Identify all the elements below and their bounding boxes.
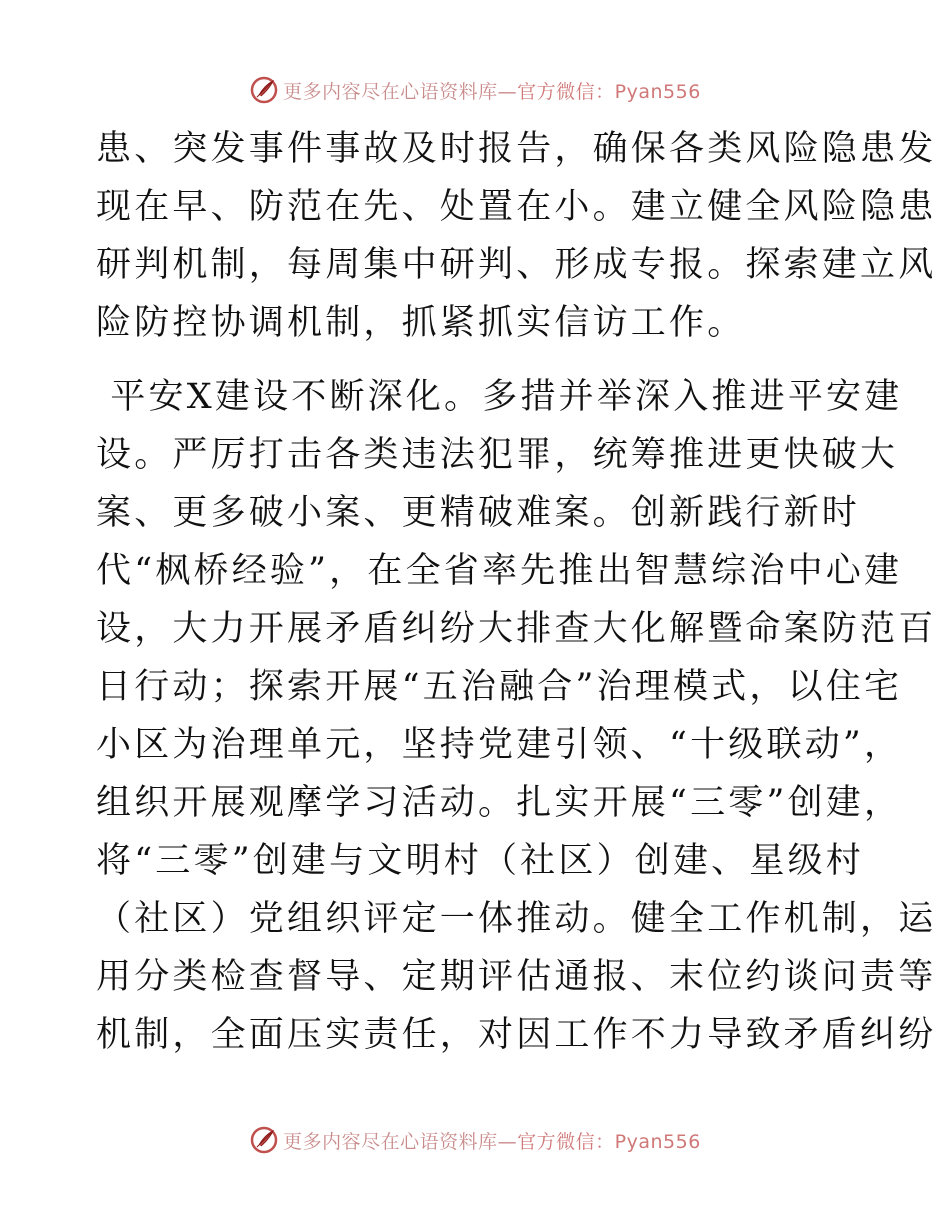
watermark-account: 官方微信：Pyan556 [517,1130,701,1153]
text-line: 设，大力开展矛盾纠纷大排查大化解暨命案防范百 [96,609,937,649]
text-line: 将“三零”创建与文明村（社区）创建、星级村 [96,841,864,881]
watermark-brand: 更多内容尽在心语资料库 [283,80,498,103]
paragraph-2 [96,368,937,1064]
text-line: 日行动；探索开展“五治融合”治理模式，以住宅 [96,667,903,707]
text-line: 险防控协调机制，抓紧抓实信访工作。 [96,303,746,343]
text-line: 用分类检查督导、定期评估通报、末位约谈问责等 [96,957,937,997]
text-line: 现在早、防范在先、处置在小。建立健全风险隐患 [96,187,937,227]
text-line: 平安X建设不断深化。多措并举深入推进平安建 [96,377,903,417]
watermark-account: 官方微信：Pyan556 [517,80,701,103]
watermark-dash: — [497,80,518,103]
text-line: 组织开展观摩学习活动。扎实开展“三零”创建， [96,783,903,823]
feather-logo-icon [249,75,279,105]
watermark-dash: — [497,1130,518,1153]
watermark-text [283,77,701,104]
text-line: 研判机制，每周集中研判、形成专报。探索建立风 [96,245,937,285]
feather-logo-icon [249,1125,279,1155]
text-line: 代“枫桥经验”，在全省率先推出智慧综治中心建 [96,551,903,591]
watermark-text [283,1127,701,1154]
text-line: 患、突发事件事故及时报告，确保各类风险隐患发 [96,129,937,169]
text-line: 小区为治理单元，坚持党建引领、“十级联动”， [96,725,903,765]
document-body [96,120,937,1064]
text-line: 设。严厉打击各类违法犯罪，统筹推进更快破大 [96,435,899,475]
text-line: 案、更多破小案、更精破难案。创新践行新时 [96,493,861,533]
paragraph-gap [96,352,856,368]
paragraph-1 [96,120,937,352]
header-watermark [0,72,950,108]
watermark-brand: 更多内容尽在心语资料库 [283,1130,498,1153]
text-line: （社区）党组织评定一体推动。健全工作机制，运 [96,899,937,939]
text-line: 机制，全面压实责任，对因工作不力导致矛盾纠纷 [96,1015,937,1055]
footer-watermark [0,1122,950,1158]
